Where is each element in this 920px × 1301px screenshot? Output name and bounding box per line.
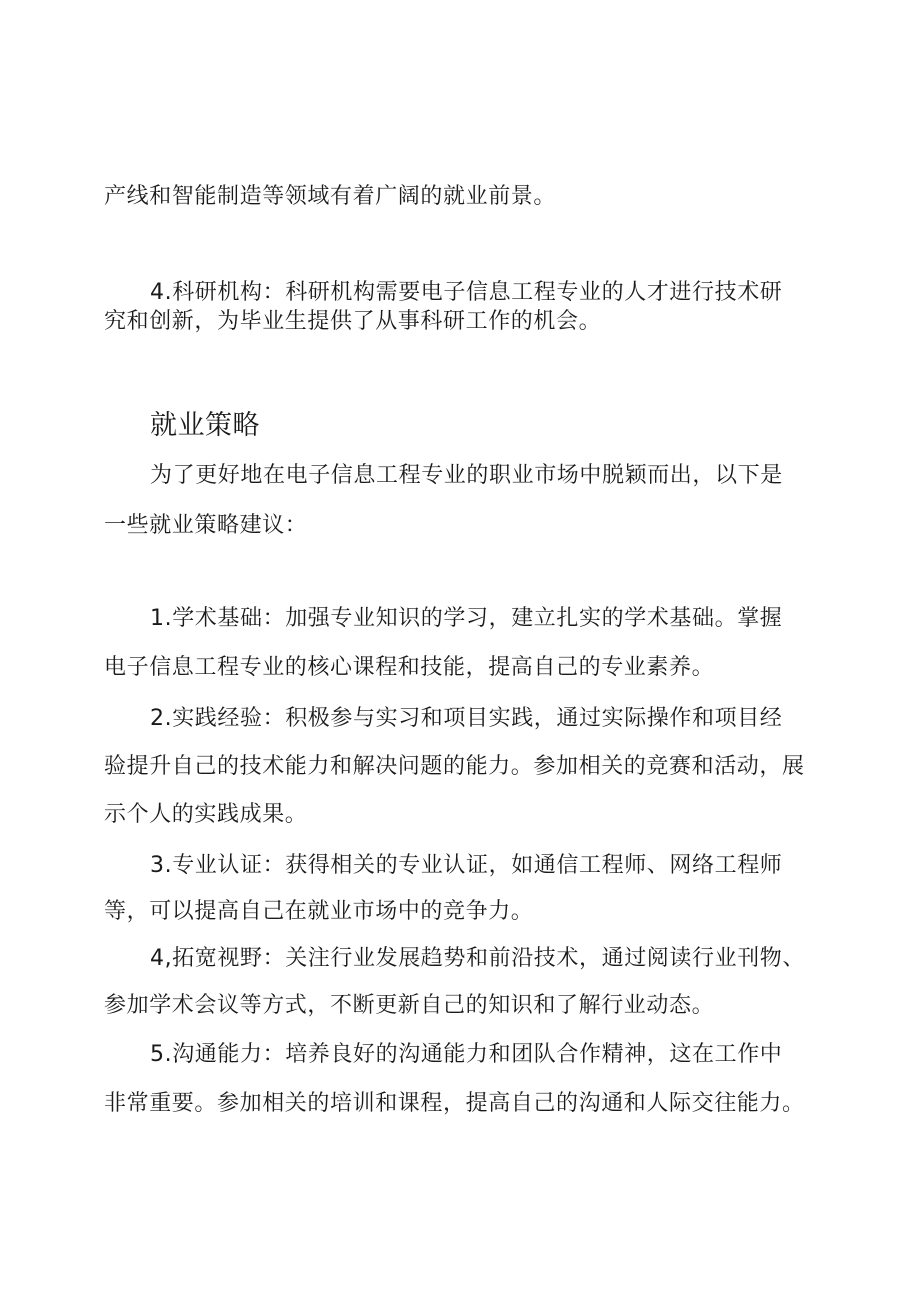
strategy-4-line-2: 参加学术会议等方式，不断更新自己的知识和了解行业动态。	[104, 993, 715, 1018]
strategy-5-line-1: 5.沟通能力：培养良好的沟通能力和团队合作精神，这在工作中	[150, 1042, 783, 1067]
strategy-2-line-2: 验提升自己的技术能力和解决问题的能力。参加相关的竞赛和活动，展	[104, 754, 805, 779]
section-heading: 就业策略	[150, 410, 260, 441]
continuation-line: 产线和智能制造等领域有着广阔的就业前景。	[104, 184, 557, 209]
research-item-line-2: 究和创新，为毕业生提供了从事科研工作的机会。	[104, 309, 602, 334]
strategy-4-line-1: 4,拓宽视野：关注行业发展趋势和前沿技术，通过阅读行业刊物、	[150, 946, 805, 971]
strategy-1-line-1: 1.学术基础：加强专业知识的学习，建立扎实的学术基础。掌握	[150, 606, 783, 631]
strategy-2-line-3: 示个人的实践成果。	[104, 802, 308, 827]
strategy-1-line-2: 电子信息工程专业的核心课程和技能，提高自己的专业素养。	[104, 655, 715, 680]
strategy-5-line-2: 非常重要。参加相关的培训和课程，提高自己的沟通和人际交往能力。	[104, 1091, 805, 1116]
intro-line-2: 一些就业策略建议：	[104, 513, 308, 538]
strategy-3-line-2: 等，可以提高自己在就业市场中的竞争力。	[104, 899, 534, 924]
research-item-line-1: 4.科研机构：科研机构需要电子信息工程专业的人才进行技术研	[150, 280, 783, 305]
strategy-2-line-1: 2.实践经验：积极参与实习和项目实践，通过实际操作和项目经	[150, 706, 783, 731]
strategy-3-line-1: 3.专业认证：获得相关的专业认证，如通信工程师、网络工程师	[150, 853, 783, 878]
intro-line-1: 为了更好地在电子信息工程专业的职业市场中脱颖而出，以下是	[150, 463, 783, 488]
